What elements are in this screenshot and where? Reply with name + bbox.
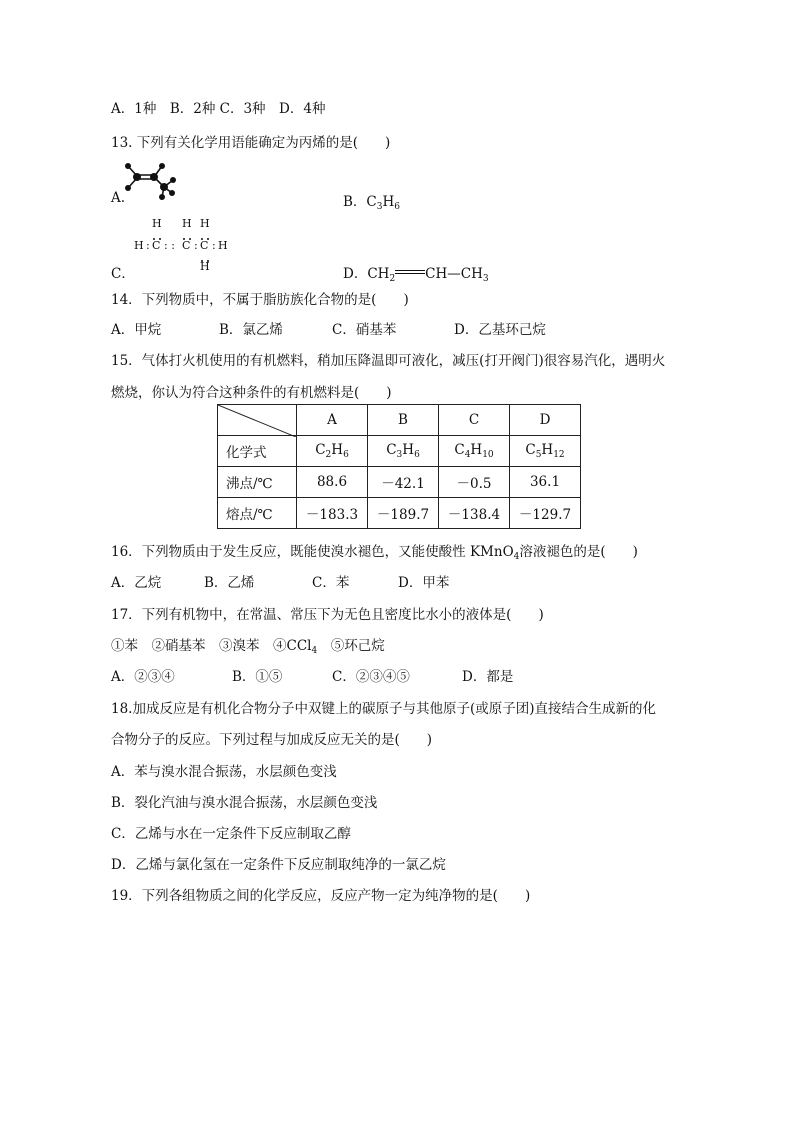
q19-stem: 19．下列各组物质之间的化学反应，反应产物一定为纯净物的是( ) (111, 888, 531, 904)
q15-stem-line2: 燃烧，你认为符合这种条件的有机燃料是( ) (111, 385, 392, 401)
boiling-d: 36.1 (510, 467, 581, 498)
q16-option-d: D．甲苯 (398, 575, 450, 591)
table-header-c: C (439, 405, 510, 436)
formula-b: $C_3H_6$ (368, 436, 439, 467)
formula-a: $C_2H_6$ (297, 436, 368, 467)
q17-items: ①苯 ②硝基苯 ③溴苯 ④CCl$_4$ ⑤环己烷 (111, 638, 385, 656)
table-header-a: A (297, 405, 368, 436)
boiling-a: 88.6 (297, 467, 368, 498)
diagonal-line (218, 405, 296, 437)
q17-option-d: D．都是 (462, 669, 514, 685)
q18-option-a: A．苯与溴水混合振荡，水层颜色变浅 (111, 764, 337, 780)
melting-d: －129.7 (510, 498, 581, 529)
formula-c: $C_4H_{10}$ (439, 436, 510, 467)
melting-a: －183.3 (297, 498, 368, 529)
q16-option-a: A．乙烷 (111, 575, 162, 591)
propene-ball-stick-model-image (118, 160, 180, 204)
row-label-melting: 熔点/℃ (218, 498, 297, 529)
melting-c: －138.4 (439, 498, 510, 529)
table-corner-cell (218, 405, 297, 436)
propene-lewis-structure: H H H H : C : : C : C : H H (134, 217, 228, 273)
q18-stem-line1: 18.加成反应是有机化合物分子中双键上的碳原子与其他原子(或原子团)直接结合生成新的化 (111, 701, 657, 717)
q18-option-b: B．裂化汽油与溴水混合振荡，水层颜色变浅 (111, 795, 378, 811)
q17-option-b: B．①⑤ (232, 669, 283, 685)
q16-option-b: B．乙烯 (204, 575, 255, 591)
q13-option-a-label: A. (111, 190, 126, 206)
q17-stem: 17．下列有机物中，在常温、常压下为无色且密度比水小的液体是( ) (111, 607, 544, 623)
q16-stem: 16．下列物质由于发生反应，既能使溴水褪色，又能使酸性 KMnO$_4$溶液褪色的是( ) (111, 544, 638, 562)
q12-options: A．1种 B．2种 C．3种 D．4种 (111, 101, 326, 117)
q17-option-c: C．②③④⑤ (332, 669, 410, 685)
q14-option-b: B．氯乙烯 (219, 322, 283, 338)
boiling-c: －0.5 (439, 467, 510, 498)
q16-option-c: C．苯 (312, 575, 350, 591)
q13-option-b-label: B．C (343, 194, 377, 210)
boiling-b: －42.1 (368, 467, 439, 498)
q14-option-c: C．硝基苯 (332, 322, 397, 338)
q18-option-c: C．乙烯与水在一定条件下反应制取乙醇 (111, 826, 351, 842)
formula-d: $C_5H_{12}$ (510, 436, 581, 467)
q13-option-d: D．$CH_2$ $CH—CH_3$ (343, 266, 489, 284)
row-label-boiling: 沸点/℃ (218, 467, 297, 498)
row-label-formula: 化学式 (218, 436, 297, 467)
table-header-d: D (510, 405, 581, 436)
melting-b: －189.7 (368, 498, 439, 529)
q18-option-d: D．乙烯与氯化氢在一定条件下反应制取纯净的一氯乙烷 (111, 857, 446, 873)
q14-option-a: A．甲烷 (111, 322, 162, 338)
table-header-b: B (368, 405, 439, 436)
q13-option-c-label: C． (111, 266, 135, 282)
q18-stem-line2: 合物分子的反应。下列过程与加成反应无关的是( ) (111, 732, 433, 748)
q13-option-b: B．$C_3H_6$ (343, 194, 400, 212)
q14-option-d: D．乙基环己烷 (454, 322, 546, 338)
q13-stem: 13. 下列有关化学用语能确定为丙烯的是( ) (111, 135, 391, 151)
q15-stem-line1: 15．气体打火机使用的有机燃料，稍加压降温即可液化，减压(打开阀门)很容易汽化，遇明火 (111, 353, 666, 369)
q17-option-a: A．②③④ (111, 669, 175, 685)
q14-stem: 14．下列物质中，不属于脂肪族化合物的是( ) (111, 292, 409, 308)
q15-data-table (217, 404, 581, 529)
